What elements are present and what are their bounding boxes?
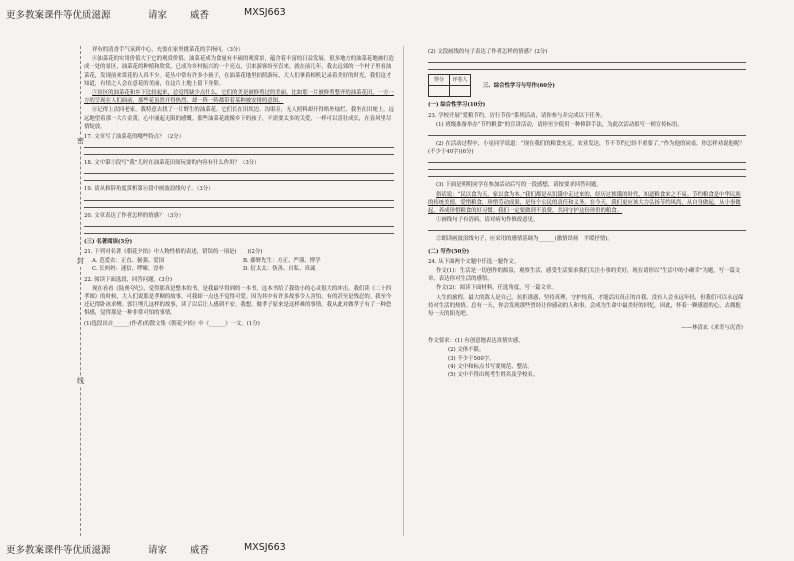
grader-input[interactable] <box>450 86 471 97</box>
answer-line[interactable] <box>84 147 394 148</box>
banner-middle: 请家 <box>148 10 168 21</box>
answer-line[interactable] <box>84 207 394 208</box>
right-column <box>428 46 746 531</box>
question-23-3: (3) 下面是明明同学在参加活动后写的一段感想，请按要求回答问题。 <box>436 182 602 189</box>
section-mingzhu: (三) 名著阅读(5分) <box>84 238 133 245</box>
paragraph: ④油菜花的实用价值大于它的观赏价值。油菜花成为食量有丰硕的观赏景，蕴含着丰富的日益发展。很多地方的油菜花地被打造成一处的景区，油菜花的种植和欣赏，已成为乡村振兴的一个亮点，引来游客纷至沓来。就在前几年，我去远郊的一个村子里看油菜花，发现前来赏花的人真不少。花丛中常有许多小孩子，在油菜花地里拍照游玩，大人们拿着相机记录着美好的时光，我们这才知道，有情之人会在意花的美丽，在这片土地上留下身影。 <box>84 56 394 87</box>
answer-line[interactable] <box>84 200 394 201</box>
passage: 俗话说：“民以食为天，家以食为本。”我们都是从饥饿中走过来的，经历过挨饿的时代，知道粮食来之不易。节约粮食是中华民族的传统美德，爱惜粮食，珍惜劳动成果，是每个公民的责任和义务。在今天，我们更应该大力弘扬节约风尚，从自身做起，从小事做起，养成珍惜粮食的好习惯。我们一定要做到不浪费，共同守护这份珍贵的粮食。 <box>428 191 741 215</box>
passage: 现在看看《陆奥夸纪》，觉得那真是整本的书，是我最早得到的一本书。这本书给了我幼小的心灵很大的冲击。我们读《二十四孝图》的时候，大人们说那是孝顺的故事，可我却一点也不觉得可爱。因为其中有许多故事令人害怕，有的甚至是残忍的。我至今还记得卧冰求鲤、郭巨埋儿这样的故事，读了以后让人感到不安。我想，做孝子原来是这样难的事情。我从此对做孝子有了一种恐惧感，觉得那是一种非常可怕的事情。 <box>84 285 392 317</box>
exam-sheet <box>78 46 750 536</box>
score-input[interactable] <box>429 86 450 97</box>
question-23-3-a: ①画线句子有语病，请对病句作修改意见。 <box>436 217 539 224</box>
answer-line[interactable] <box>428 69 746 70</box>
question-22-1: (1)选段出自______(作者)的散文集《朝花夕拾》中《______》一文。(1分) <box>84 320 260 327</box>
question-top: (2) 文段画线的句子表达了作者怎样的情感？(2分) <box>428 49 548 55</box>
option-d[interactable]: D. 衍太太：伪善、自私、真诚 <box>243 266 316 273</box>
material: 人生的旅程，最大的敌人是自己。抗拒诱惑，坚持真理，守护纯真，才能活出真正的自我。没有人会永远年轻，但我们可以永远保持对生活的热情。总有一天，你会发现那些曾经让你感动的人和事，会成为生命中最美好的回忆。因此，怀着一颗感恩的心，去拥抱每一天的阳光吧。 <box>428 294 744 318</box>
answer-line[interactable] <box>84 226 394 227</box>
requirements-list <box>428 346 746 379</box>
answer-line[interactable] <box>84 180 394 181</box>
requirement: 作文要求：(1) 有创意地表达真情实感。 <box>428 338 524 345</box>
answer-line[interactable] <box>428 162 746 163</box>
requirement-item: (2) 文体不限。 <box>448 347 485 354</box>
paragraph: 祥有的清香手气氛到中心，充盈在家里挑菜花的手指问。（3分） <box>92 47 244 53</box>
score-box <box>428 74 746 97</box>
question-23-3-b: ②朗读画波浪线句子，应采用的感情基调为______(激情昂扬 平缓抒情)。 <box>436 236 613 243</box>
banner-name: 威香 <box>190 10 210 21</box>
answer-line[interactable] <box>428 169 746 170</box>
section-title: 三、综合性学习与写作(60分) <box>483 82 555 89</box>
banner-middle: 请家 <box>148 545 168 556</box>
question-20: 20. 文章表达了作者怎样的情感？（3分） <box>84 212 184 219</box>
requirement-item: (5) 文中不得出现考生姓名及学校名。 <box>448 372 539 379</box>
answer-line[interactable] <box>428 230 746 231</box>
score-cell: 得分 <box>429 75 450 86</box>
seal-char-1: 密 <box>77 137 84 145</box>
paragraph: ⑤景区的油菜花和乡下比较起来，总觉得缺少点什么。它们的美是被修剪过的美丽，比如那一片被修剪整齐的油菜花田，一方一方的呈现在人们面前，那些花虽然开得热烈，却一阵一阵都带着某种被安排的意图。 <box>84 90 394 105</box>
requirement-item: (4) 文中和标点书写要规范、整洁。 <box>448 363 533 370</box>
score-table <box>428 74 471 97</box>
question-24: 24. 从下面两个文题中任选一题作文。 <box>428 258 520 265</box>
answer-line[interactable] <box>84 173 394 174</box>
answer-line[interactable] <box>428 62 746 63</box>
essay-title-2: 作文(2)：阅读下面材料，任选角度，写一篇文章。 <box>436 285 557 292</box>
answer-line[interactable] <box>84 233 394 234</box>
bottom-banner <box>0 539 794 557</box>
question-21: 21. 下列对名著《朝花夕拾》中人物性格的表述，错误的一项是( )(2分) <box>84 249 263 256</box>
option-c[interactable]: C. 长妈妈：迷信、啰嗦、淳朴 <box>92 266 165 273</box>
paragraph: ⑥记得上次回老家，我特意去找了一片野生的油菜花。它们长在田坎边、沟渠旁，无人照料却开得格外灿烂。我坐在田埂上，远远地望着那一大片金黄，心中涌起无限的感慨。那些油菜花就像乡下的孩子，不需要太多的关爱，一样可以茁壮成长，在春风里尽情绽放。 <box>84 107 394 130</box>
options <box>84 257 394 273</box>
question-23: 23. 学校开展“爱粮节约，厉行节俭”系列活动，请你参与并完成以下任务。 <box>428 112 606 119</box>
material-source: ——林清玄《求美与沉香》 <box>681 324 746 331</box>
section-xiezuo: (二) 写作(50分) <box>428 248 470 255</box>
essay-title-1: 作文(1)：生活是一切创作的源泉，观察生活，感受生活要求我们关注小事的美好，现在请你以“生活中的小确幸”为题，写一篇文章，表达你对生活的感悟。 <box>428 268 741 283</box>
question-23-2: (2) 在活动过程中，小星同学说道：“现在我们的粮食充足，农业发达，节不节约已经不重要了。”作为他的同桌，你怎样劝说他呢？(不少于40字)(6分) <box>428 141 745 156</box>
question-19: 19. 请从修辞角度赏析第⑥段中画波浪线句子。（3分） <box>84 186 214 193</box>
question-18: 18. 文中第⑤段写“我”儿时在油菜花田间玩耍的内容有什么作用？（3分） <box>84 160 260 167</box>
banner-code: MXSJ663 <box>244 542 286 553</box>
question-17: 17. 文章写了油菜花的哪些特点？（2分） <box>84 134 184 141</box>
banner-name: 威香 <box>190 545 210 556</box>
section-zonghe: (一) 综合性学习(10分) <box>428 102 486 109</box>
grader-cell: 评卷人 <box>450 75 471 86</box>
answer-line[interactable] <box>428 176 746 177</box>
banner-left: 更多教案课件等优质滋源 <box>6 10 111 21</box>
banner-left: 更多教案课件等优质滋源 <box>6 545 111 556</box>
banner-code: MXSJ663 <box>244 7 286 18</box>
left-column <box>84 46 394 531</box>
top-banner <box>0 4 794 22</box>
answer-line[interactable] <box>84 154 394 155</box>
seal-char-3: 线 <box>77 377 84 385</box>
seal-char-2: 封 <box>77 257 84 265</box>
option-a[interactable]: A. 范爱农：正直、倔强、爱国 <box>92 258 165 265</box>
option-b[interactable]: B. 藤野先生：方正、严谨、博学 <box>243 258 321 265</box>
answer-line[interactable] <box>428 135 746 136</box>
requirement-item: (3) 不少于500字。 <box>448 355 495 362</box>
question-22: 22. 阅读下面选段，回答问题。(3分) <box>84 276 173 283</box>
question-23-1: (1) 班级准备举办“节约粮食”的宣讲活动，请你至少使用一种修辞手法，为此次活动拟写一则宣传标语。 <box>436 121 683 128</box>
